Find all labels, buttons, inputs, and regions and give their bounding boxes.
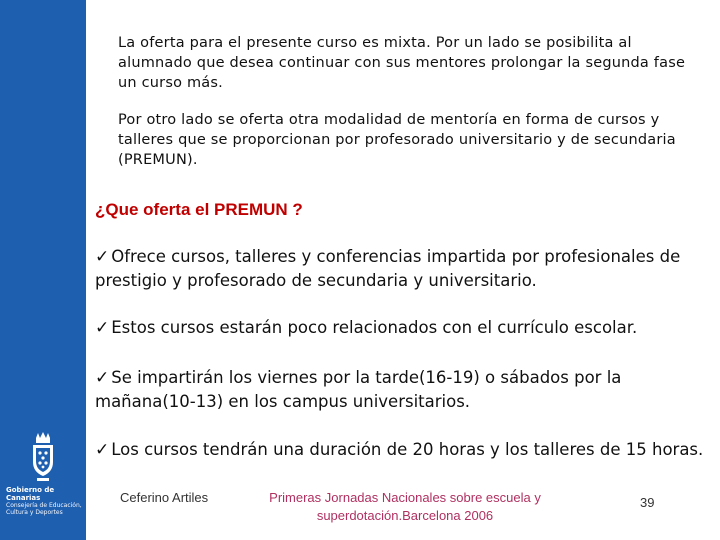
logo-subtitle: Consejería de Educación, Cultura y Deportes	[6, 502, 82, 516]
bullet-text: Los cursos tendrán una duración de 20 horas y los talleres de 15 horas.	[111, 440, 704, 459]
intro-paragraph-2: Por otro lado se oferta otra modalidad de mentoría en forma de cursos y talleres que se proporcionan por profesorado universitario y de secundaria (PREMUN).	[118, 112, 676, 168]
checkmark-icon: ✓	[95, 368, 110, 388]
coat-of-arms-icon	[28, 432, 58, 484]
bullet-text: Estos cursos estarán poco relacionados con el currículo escolar.	[111, 318, 638, 337]
page-number: 39	[640, 495, 655, 510]
bullet-item	[95, 366, 715, 414]
bullet-item	[95, 316, 715, 340]
checkmark-icon: ✓	[95, 318, 110, 338]
bullet-text: Se impartirán los viernes por la tarde(16-19) o sábados por la mañana(10-13) en los campus universitarios.	[95, 368, 622, 411]
logo-name: Gobierno de Canarias	[6, 486, 55, 502]
bullet-text: Ofrece cursos, talleres y conferencias impartida por profesionales de prestigio y profesorado de secundaria y universitario.	[95, 247, 681, 290]
intro-paragraph-1: La oferta para el presente curso es mixta. Por un lado se posibilita al alumnado que desea continuar con sus mentores prolongar la segunda fase un curso más.	[118, 35, 686, 91]
bullet-item	[95, 245, 715, 293]
bullet-item	[95, 438, 715, 462]
checkmark-icon: ✓	[95, 247, 110, 267]
government-logo	[6, 432, 82, 536]
footer-author: Ceferino Artiles	[120, 490, 209, 505]
sidebar-band	[0, 0, 86, 540]
checkmark-icon: ✓	[95, 440, 110, 460]
section-heading: ¿Que oferta el PREMUN ?	[95, 200, 303, 219]
footer-event: Primeras Jornadas Nacionales sobre escuela y superdotación.Barcelona 2006	[269, 490, 541, 523]
